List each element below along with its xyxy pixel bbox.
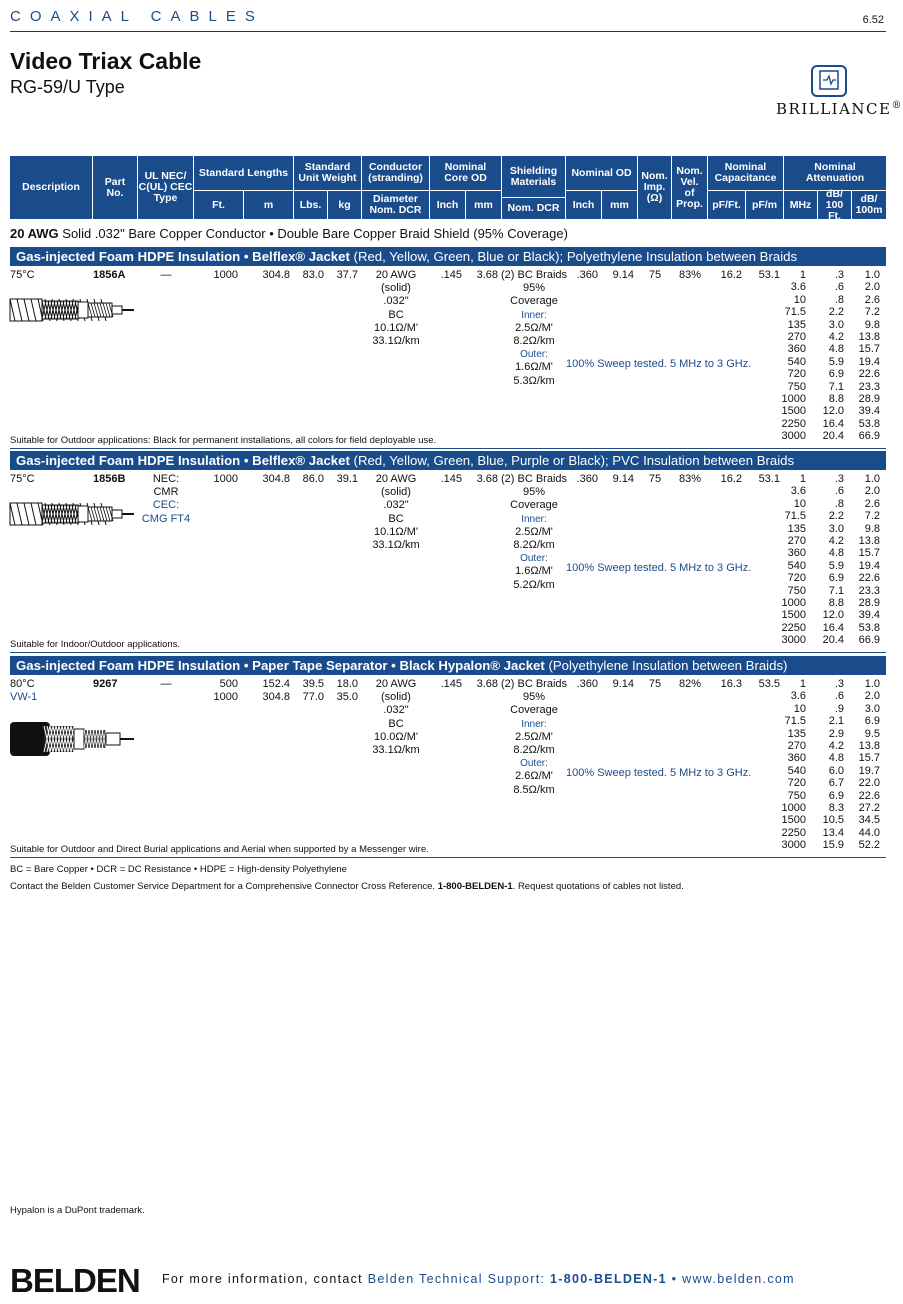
nominal-od-inch: .360 xyxy=(576,269,598,281)
core-od-mm: 3.68 xyxy=(476,473,498,485)
capacitance-pfft: 16.3 xyxy=(720,678,742,690)
conductor-line: BC xyxy=(388,717,404,730)
attenuation-db100m: 1.0 xyxy=(864,678,880,690)
attenuation-mhz: 3000 xyxy=(781,634,806,647)
attenuation-db100ft: .6 xyxy=(834,485,844,498)
attenuation-db100ft: 3.0 xyxy=(828,318,844,331)
ul-type-line: CEC: xyxy=(152,499,180,512)
col-att-mhz: MHz xyxy=(784,190,818,219)
divider xyxy=(10,448,886,449)
weight-lbs: 86.0 xyxy=(302,473,324,485)
attenuation-mhz: 1500 xyxy=(781,405,806,418)
attenuation-db100ft: 20.4 xyxy=(822,430,844,443)
velocity: 82% xyxy=(678,678,702,690)
weight-kg: 39.1 xyxy=(336,473,358,485)
conductor-line: .032" xyxy=(383,499,409,512)
col-conductor: Conductor (stranding) xyxy=(362,156,430,190)
attenuation-db100m: 28.9 xyxy=(858,597,880,609)
velocity: 83% xyxy=(678,473,702,485)
conductor-line: 33.1Ω/km xyxy=(372,335,420,347)
col-attenuation: Nominal Attenuation xyxy=(805,161,865,184)
attenuation-mhz: 10 xyxy=(793,702,806,715)
attenuation-db100m: 34.5 xyxy=(858,814,880,827)
col-standard-lengths: Standard Lengths xyxy=(194,156,294,190)
core-od-mm: 3.68 xyxy=(476,269,498,281)
attenuation-db100m: 66.9 xyxy=(858,430,880,443)
core-od-mm: 3.68 xyxy=(476,678,498,690)
attenuation-db100m: 13.8 xyxy=(858,331,880,343)
sweep-test-note: 100% Sweep tested. 5 MHz to 3 GHz. xyxy=(566,562,752,574)
attenuation-db100ft: .6 xyxy=(834,281,844,294)
col-ul-type: UL NEC/ C(UL) CEC Type xyxy=(138,156,194,219)
shielding-line: (2) BC Braids xyxy=(500,678,568,690)
attenuation-mhz: 71.5 xyxy=(784,715,806,728)
attenuation-mhz: 1 xyxy=(799,473,806,485)
contact-note: Contact the Belden Customer Service Department for a Comprehensive Connector Cross Reference. 1-800-BELDEN-1. Request quotations of cables not listed. xyxy=(10,881,684,892)
attenuation-db100ft: 20.4 xyxy=(822,634,844,647)
attenuation-mhz: 71.5 xyxy=(784,306,806,319)
length-ft: 1000 xyxy=(213,691,238,704)
shield-outer-label: Outer: xyxy=(520,553,548,565)
shielding-line: 95% xyxy=(522,282,546,295)
attenuation-db100ft: 2.9 xyxy=(828,727,844,740)
attenuation-db100ft: 8.8 xyxy=(828,597,844,609)
attenuation-db100ft: 2.1 xyxy=(828,715,844,728)
attenuation-db100m: 2.6 xyxy=(864,293,880,306)
attenuation-db100m: 23.3 xyxy=(858,380,880,393)
shielding-line: Coverage xyxy=(510,499,558,512)
attenuation-db100ft: 16.4 xyxy=(822,417,844,430)
length-m: 152.4 xyxy=(262,678,290,690)
conductor-subhead: 20 AWG Solid .032" Bare Copper Conductor • Double Bare Copper Braid Shield (95% Coverage) xyxy=(10,226,568,241)
attenuation-db100m: 7.2 xyxy=(864,306,880,319)
shielding-line: 95% xyxy=(522,486,546,499)
attenuation-mhz: 270 xyxy=(787,331,806,343)
attenuation-db100m: 19.7 xyxy=(858,764,880,777)
col-capacitance: Nominal Capacitance xyxy=(708,156,784,190)
attenuation-db100ft: 12.0 xyxy=(822,405,844,418)
part-number: 1856A xyxy=(93,269,126,281)
section-title: COAXIAL CABLES xyxy=(10,8,264,25)
shielding-line: Coverage xyxy=(510,295,558,308)
attenuation-db100m: 7.2 xyxy=(864,510,880,523)
sweep-test-note: 100% Sweep tested. 5 MHz to 3 GHz. xyxy=(566,767,752,779)
shield-inner-label: Inner: xyxy=(521,513,547,525)
application-note: Suitable for Outdoor applications: Black for permanent installations, all colors for field deployable use. xyxy=(10,435,437,446)
attenuation-db100ft: .3 xyxy=(834,473,844,485)
col-nominal-od: Nominal OD xyxy=(566,156,638,190)
temperature-rating: 75°C xyxy=(10,269,35,281)
impedance: 75 xyxy=(648,473,662,485)
attenuation-db100m: 1.0 xyxy=(864,473,880,485)
shield-outer-dcr: 8.5Ω/km xyxy=(513,783,555,796)
col-weight-kg: kg xyxy=(328,190,362,219)
cable-cross-section-image xyxy=(10,718,135,761)
attenuation-mhz: 2250 xyxy=(781,621,806,634)
velocity: 83% xyxy=(678,269,702,281)
attenuation-db100m: 2.0 xyxy=(864,281,880,294)
weight-kg: 37.7 xyxy=(336,269,358,281)
attenuation-mhz: 2250 xyxy=(781,826,806,839)
weight-kg: 18.0 xyxy=(336,678,358,690)
conductor-line: (solid) xyxy=(381,486,411,499)
attenuation-db100ft: .8 xyxy=(834,293,844,306)
attenuation-db100ft: 5.9 xyxy=(828,559,844,572)
attenuation-db100m: 9.5 xyxy=(864,727,880,740)
attenuation-db100m: 6.9 xyxy=(864,715,880,728)
attenuation-db100ft: 5.9 xyxy=(828,355,844,368)
page-number: 6.52 xyxy=(862,14,884,26)
brilliance-logo xyxy=(776,65,903,123)
col-cap-pfft: pF/Ft. xyxy=(708,190,746,219)
attenuation-db100m: 23.3 xyxy=(858,584,880,597)
attenuation-db100ft: 3.0 xyxy=(828,522,844,535)
attenuation-db100m: 19.4 xyxy=(858,559,880,572)
attenuation-db100ft: 2.2 xyxy=(828,510,844,523)
col-att-db100m: dB/ 100m xyxy=(852,190,886,219)
cable-cross-section-image xyxy=(10,499,135,532)
attenuation-db100ft: 4.2 xyxy=(828,535,844,547)
product-row-1856b xyxy=(10,473,886,651)
attenuation-mhz: 720 xyxy=(787,572,806,585)
length-ft: 500 xyxy=(219,678,238,690)
shielding-line: (2) BC Braids xyxy=(500,269,568,281)
attenuation-db100ft: 2.2 xyxy=(828,306,844,319)
shield-outer-dcr: 2.6Ω/M' xyxy=(515,770,553,783)
length-m: 304.8 xyxy=(262,269,290,281)
attenuation-mhz: 750 xyxy=(787,584,806,597)
trademark-note: Hypalon is a DuPont trademark. xyxy=(10,1205,145,1216)
conductor-line: BC xyxy=(388,512,404,525)
attenuation-mhz: 1 xyxy=(799,269,806,281)
attenuation-db100m: 53.8 xyxy=(858,417,880,430)
ul-type-line: — xyxy=(160,678,172,690)
length-ft: 1000 xyxy=(213,473,238,485)
attenuation-db100m: 3.0 xyxy=(864,702,880,715)
conductor-line: .032" xyxy=(383,295,409,308)
attenuation-db100ft: .9 xyxy=(834,702,844,715)
attenuation-mhz: 3.6 xyxy=(790,485,806,498)
attenuation-db100m: 15.7 xyxy=(858,752,880,765)
attenuation-db100m: 2.6 xyxy=(864,497,880,510)
application-note: Suitable for Indoor/Outdoor applications. xyxy=(10,639,181,650)
attenuation-db100ft: 12.0 xyxy=(822,609,844,622)
capacitance-pfft: 16.2 xyxy=(720,269,742,281)
shield-inner-dcr: 8.2Ω/km xyxy=(513,744,555,756)
attenuation-db100ft: .3 xyxy=(834,269,844,281)
shield-inner-dcr: 2.5Ω/M' xyxy=(515,525,553,538)
col-core-od: Nominal Core OD xyxy=(430,156,502,190)
col-nominal-od-inch: Inch xyxy=(566,190,602,219)
attenuation-db100m: 39.4 xyxy=(858,609,880,622)
attenuation-db100ft: 16.4 xyxy=(822,621,844,634)
attenuation-mhz: 1500 xyxy=(781,814,806,827)
nominal-od-mm: 9.14 xyxy=(612,473,634,485)
shield-outer-dcr: 5.2Ω/km xyxy=(513,578,555,591)
divider xyxy=(10,652,886,653)
attenuation-mhz: 1000 xyxy=(781,597,806,609)
attenuation-mhz: 1000 xyxy=(781,802,806,814)
sweep-test-note: 100% Sweep tested. 5 MHz to 3 GHz. xyxy=(566,358,752,370)
col-nominal-od-mm: mm xyxy=(602,190,638,219)
impedance: 75 xyxy=(648,269,662,281)
col-core-od-mm: mm xyxy=(466,190,502,219)
attenuation-db100ft: .6 xyxy=(834,690,844,703)
abbreviation-legend: BC = Bare Copper • DCR = DC Resistance • HDPE = High-density Polyethylene xyxy=(10,864,347,875)
shield-outer-dcr: 1.6Ω/M' xyxy=(515,361,553,374)
attenuation-db100m: 19.4 xyxy=(858,355,880,368)
attenuation-mhz: 1000 xyxy=(781,393,806,405)
nominal-od-mm: 9.14 xyxy=(612,269,634,281)
attenuation-mhz: 2250 xyxy=(781,417,806,430)
length-ft: 1000 xyxy=(213,269,238,281)
attenuation-db100ft: .3 xyxy=(834,678,844,690)
core-od-inch: .145 xyxy=(440,678,462,690)
attenuation-mhz: 10 xyxy=(793,293,806,306)
attenuation-mhz: 71.5 xyxy=(784,510,806,523)
attenuation-mhz: 3.6 xyxy=(790,281,806,294)
attenuation-db100ft: 6.0 xyxy=(828,764,844,777)
attenuation-db100m: 1.0 xyxy=(864,269,880,281)
ul-type-line: CMR xyxy=(153,486,179,499)
weight-kg: 35.0 xyxy=(336,691,358,704)
col-cap-pfm: pF/m xyxy=(746,190,784,219)
conductor-line: 20 AWG xyxy=(375,473,417,485)
cable-cross-section-image xyxy=(10,295,135,328)
attenuation-db100ft: 4.2 xyxy=(828,331,844,343)
col-shielding: Shielding Materials xyxy=(502,156,566,197)
table-header xyxy=(10,156,886,222)
attenuation-mhz: 720 xyxy=(787,368,806,381)
product-row-9267 xyxy=(10,678,886,856)
attenuation-db100m: 22.6 xyxy=(858,572,880,585)
belden-logo: BELDEN xyxy=(10,1262,140,1299)
attenuation-mhz: 3.6 xyxy=(790,690,806,703)
conductor-line: BC xyxy=(388,308,404,321)
attenuation-mhz: 270 xyxy=(787,740,806,752)
attenuation-db100m: 9.8 xyxy=(864,318,880,331)
weight-lbs: 77.0 xyxy=(302,691,324,704)
col-conductor-diameter: Diameter Nom. DCR xyxy=(362,190,430,219)
attenuation-mhz: 750 xyxy=(787,789,806,802)
attenuation-db100m: 22.6 xyxy=(858,789,880,802)
page-header xyxy=(10,8,886,32)
conductor-line: 10.1Ω/M' xyxy=(374,321,418,334)
attenuation-db100ft: 4.8 xyxy=(828,547,844,560)
attenuation-mhz: 1500 xyxy=(781,609,806,622)
attenuation-db100m: 2.0 xyxy=(864,485,880,498)
weight-lbs: 39.5 xyxy=(302,678,324,690)
attenuation-db100m: 52.2 xyxy=(858,839,880,852)
attenuation-mhz: 540 xyxy=(787,355,806,368)
conductor-line: 20 AWG xyxy=(375,678,417,690)
brilliance-icon xyxy=(811,65,847,97)
attenuation-db100ft: 10.5 xyxy=(822,814,844,827)
temperature-rating: 80°C xyxy=(10,678,35,690)
divider xyxy=(10,857,886,858)
shield-inner-dcr: 8.2Ω/km xyxy=(513,539,555,551)
attenuation-db100ft: 6.9 xyxy=(828,789,844,802)
shield-outer-label: Outer: xyxy=(520,758,548,770)
capacitance-pfft: 16.2 xyxy=(720,473,742,485)
shield-inner-dcr: 2.5Ω/M' xyxy=(515,321,553,334)
shielding-line: (2) BC Braids xyxy=(500,473,568,485)
shield-inner-dcr: 2.5Ω/M' xyxy=(515,730,553,743)
attenuation-db100ft: 8.8 xyxy=(828,393,844,405)
attenuation-db100m: 13.8 xyxy=(858,740,880,752)
temperature-rating: 75°C xyxy=(10,473,35,485)
section-band-9267: Gas-injected Foam HDPE Insulation • Paper Tape Separator • Black Hypalon® Jacket (Polyethylene Insulation between Braids) xyxy=(10,656,886,675)
footer-contact: For more information, contact Belden Technical Support: 1-800-BELDEN-1 • www.belden.com xyxy=(162,1272,795,1286)
col-part-no: Part No. xyxy=(93,156,138,219)
attenuation-db100m: 13.8 xyxy=(858,535,880,547)
col-impedance: Nom. Imp. (Ω) xyxy=(638,156,672,219)
attenuation-mhz: 720 xyxy=(787,777,806,790)
col-description: Description xyxy=(10,156,93,219)
shielding-line: 95% xyxy=(522,691,546,704)
core-od-inch: .145 xyxy=(440,269,462,281)
col-velocity: Nom. Vel. of Prop. xyxy=(672,156,708,219)
length-m: 304.8 xyxy=(262,691,290,704)
part-number: 1856B xyxy=(93,473,126,485)
page-subtitle: RG-59/U Type xyxy=(10,77,125,97)
capacitance-pfm: 53.1 xyxy=(758,473,780,485)
col-unit-weight: Standard Unit Weight xyxy=(294,156,362,190)
conductor-line: 33.1Ω/km xyxy=(372,744,420,756)
attenuation-db100ft: 6.9 xyxy=(828,572,844,585)
ul-type-line: CMG FT4 xyxy=(141,512,191,525)
weight-lbs: 83.0 xyxy=(302,269,324,281)
nominal-od-inch: .360 xyxy=(576,678,598,690)
nominal-od-mm: 9.14 xyxy=(612,678,634,690)
impedance: 75 xyxy=(648,678,662,690)
attenuation-db100ft: .8 xyxy=(834,497,844,510)
flame-rating: VW-1 xyxy=(10,691,38,704)
core-od-inch: .145 xyxy=(440,473,462,485)
attenuation-db100m: 44.0 xyxy=(858,826,880,839)
attenuation-mhz: 3000 xyxy=(781,430,806,443)
attenuation-mhz: 1 xyxy=(799,678,806,690)
attenuation-db100ft: 4.8 xyxy=(828,343,844,356)
attenuation-db100m: 22.0 xyxy=(858,777,880,790)
conductor-line: 33.1Ω/km xyxy=(372,539,420,551)
nominal-od-inch: .360 xyxy=(576,473,598,485)
conductor-line: 10.0Ω/M' xyxy=(374,730,418,743)
attenuation-db100ft: 4.8 xyxy=(828,752,844,765)
col-shielding-dcr: Nom. DCR xyxy=(502,197,566,219)
attenuation-db100ft: 13.4 xyxy=(822,826,844,839)
attenuation-db100m: 2.0 xyxy=(864,690,880,703)
length-m: 304.8 xyxy=(262,473,290,485)
col-std-lengths-ft: Ft. xyxy=(194,190,244,219)
attenuation-db100ft: 8.3 xyxy=(828,802,844,814)
attenuation-mhz: 10 xyxy=(793,497,806,510)
attenuation-mhz: 540 xyxy=(787,764,806,777)
attenuation-db100m: 22.6 xyxy=(858,368,880,381)
col-core-od-inch: Inch xyxy=(430,190,466,219)
section-band-1856b: Gas-injected Foam HDPE Insulation • Belflex® Jacket (Red, Yellow, Green, Blue, Purple or Black); PVC Insulation between Braids xyxy=(10,451,886,470)
shield-inner-label: Inner: xyxy=(521,309,547,321)
attenuation-mhz: 360 xyxy=(787,752,806,765)
page-title: Video Triax Cable xyxy=(10,48,202,74)
col-att-db100ft: dB/ 100 Ft. xyxy=(818,190,852,219)
attenuation-db100m: 39.4 xyxy=(858,405,880,418)
capacitance-pfm: 53.1 xyxy=(758,269,780,281)
attenuation-db100m: 15.7 xyxy=(858,547,880,560)
attenuation-db100m: 15.7 xyxy=(858,343,880,356)
brilliance-wordmark: BRILLIANCE® xyxy=(776,100,903,118)
col-weight-lbs: Lbs. xyxy=(294,190,328,219)
ul-type-line: — xyxy=(160,269,172,281)
attenuation-db100ft: 7.1 xyxy=(828,380,844,393)
part-number: 9267 xyxy=(93,678,118,690)
capacitance-pfm: 53.5 xyxy=(758,678,780,690)
attenuation-db100ft: 15.9 xyxy=(822,839,844,852)
section-band-1856a: Gas-injected Foam HDPE Insulation • Belflex® Jacket (Red, Yellow, Green, Blue or Black); Polyethylene Insulation between Braids xyxy=(10,247,886,266)
attenuation-db100ft: 7.1 xyxy=(828,584,844,597)
attenuation-db100ft: 4.2 xyxy=(828,740,844,752)
shield-outer-dcr: 5.3Ω/km xyxy=(513,374,555,387)
attenuation-mhz: 135 xyxy=(787,522,806,535)
attenuation-mhz: 135 xyxy=(787,727,806,740)
attenuation-db100ft: 6.7 xyxy=(828,777,844,790)
attenuation-mhz: 750 xyxy=(787,380,806,393)
col-std-lengths-m: m xyxy=(244,190,294,219)
shield-outer-label: Outer: xyxy=(520,349,548,361)
conductor-line: 10.1Ω/M' xyxy=(374,525,418,538)
attenuation-mhz: 540 xyxy=(787,559,806,572)
conductor-line: .032" xyxy=(383,704,409,717)
attenuation-db100m: 66.9 xyxy=(858,634,880,647)
attenuation-db100m: 28.9 xyxy=(858,393,880,405)
shield-outer-dcr: 1.6Ω/M' xyxy=(515,565,553,578)
attenuation-mhz: 360 xyxy=(787,547,806,560)
application-note: Suitable for Outdoor and Direct Burial applications and Aerial when supported by a Messenger wire. xyxy=(10,844,429,855)
attenuation-mhz: 135 xyxy=(787,318,806,331)
attenuation-mhz: 360 xyxy=(787,343,806,356)
ul-type-line: NEC: xyxy=(152,473,180,485)
conductor-line: (solid) xyxy=(381,691,411,704)
attenuation-mhz: 3000 xyxy=(781,839,806,852)
attenuation-db100ft: 6.9 xyxy=(828,368,844,381)
attenuation-mhz: 270 xyxy=(787,535,806,547)
attenuation-db100m: 53.8 xyxy=(858,621,880,634)
conductor-line: 20 AWG xyxy=(375,269,417,281)
shield-inner-label: Inner: xyxy=(521,718,547,730)
product-row-1856a xyxy=(10,269,886,447)
shielding-line: Coverage xyxy=(510,704,558,717)
conductor-line: (solid) xyxy=(381,282,411,295)
attenuation-db100m: 27.2 xyxy=(858,802,880,814)
attenuation-db100m: 9.8 xyxy=(864,522,880,535)
shield-inner-dcr: 8.2Ω/km xyxy=(513,335,555,347)
